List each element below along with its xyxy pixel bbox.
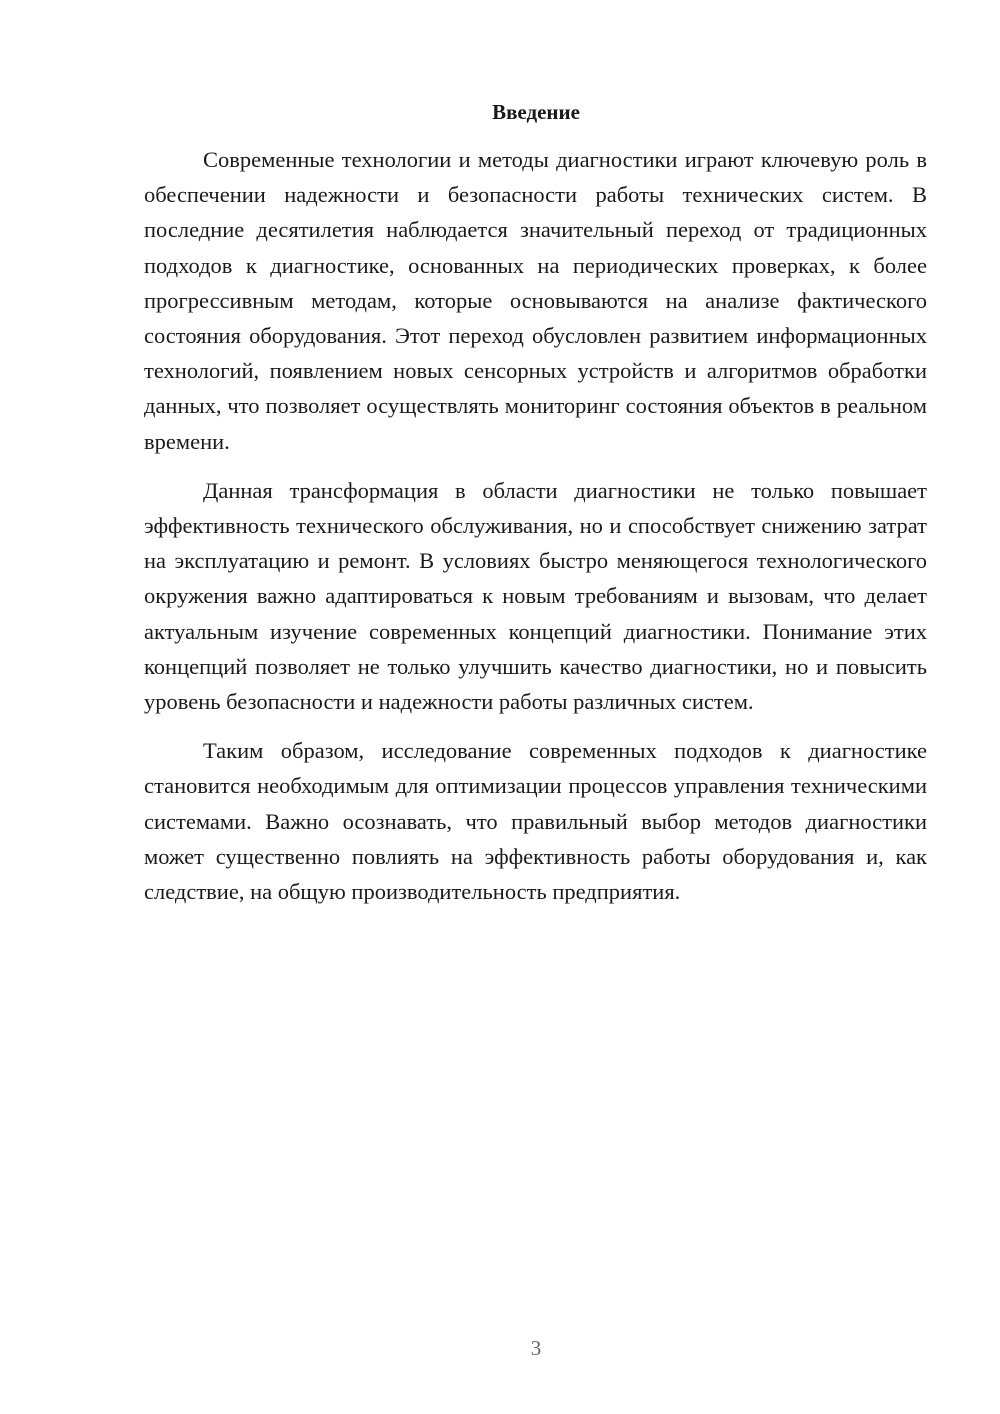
paragraph-1: Современные технологии и методы диагностики играют ключевую роль в обеспечении надежности и безопасности работы технических систем. В последние десятилетия наблюдается значительный переход от традиционных подходов к диагностике, основанных на периодических проверках, к более прогрессивным методам, которые основываются на анализе фактического состояния оборудования. Этот переход обусловлен развитием информационных технологий, появлением новых сенсорных устройств и алгоритмов обработки данных, что позволяет осуществлять мониторинг состояния объектов в реальном времени.: [144, 147, 927, 454]
paragraph-3: Таким образом, исследование современных подходов к диагностике становится необходимым для оптимизации процессов управления техническими системами. Важно осознавать, что правильный выбор методов диагностики может существенно повлиять на эффективность работы оборудования и, как следствие, на общую производительность предприятия.: [144, 738, 927, 905]
page-number: 3: [530, 1336, 542, 1360]
document-body: [144, 142, 927, 909]
section-heading: Введение: [492, 100, 580, 124]
paragraph-2: Данная трансформация в области диагностики не только повышает эффективность технического обслуживания, но и способствует снижению затрат на эксплуатацию и ремонт. В условиях быстро меняющегося технологического окружения важно адаптироваться к новым требованиям и вызовам, что делает актуальным изучение современных концепций диагностики. Понимание этих концепций позволяет не только улучшить качество диагностики, но и повысить уровень безопасности и надежности работы различных систем.: [144, 477, 927, 715]
